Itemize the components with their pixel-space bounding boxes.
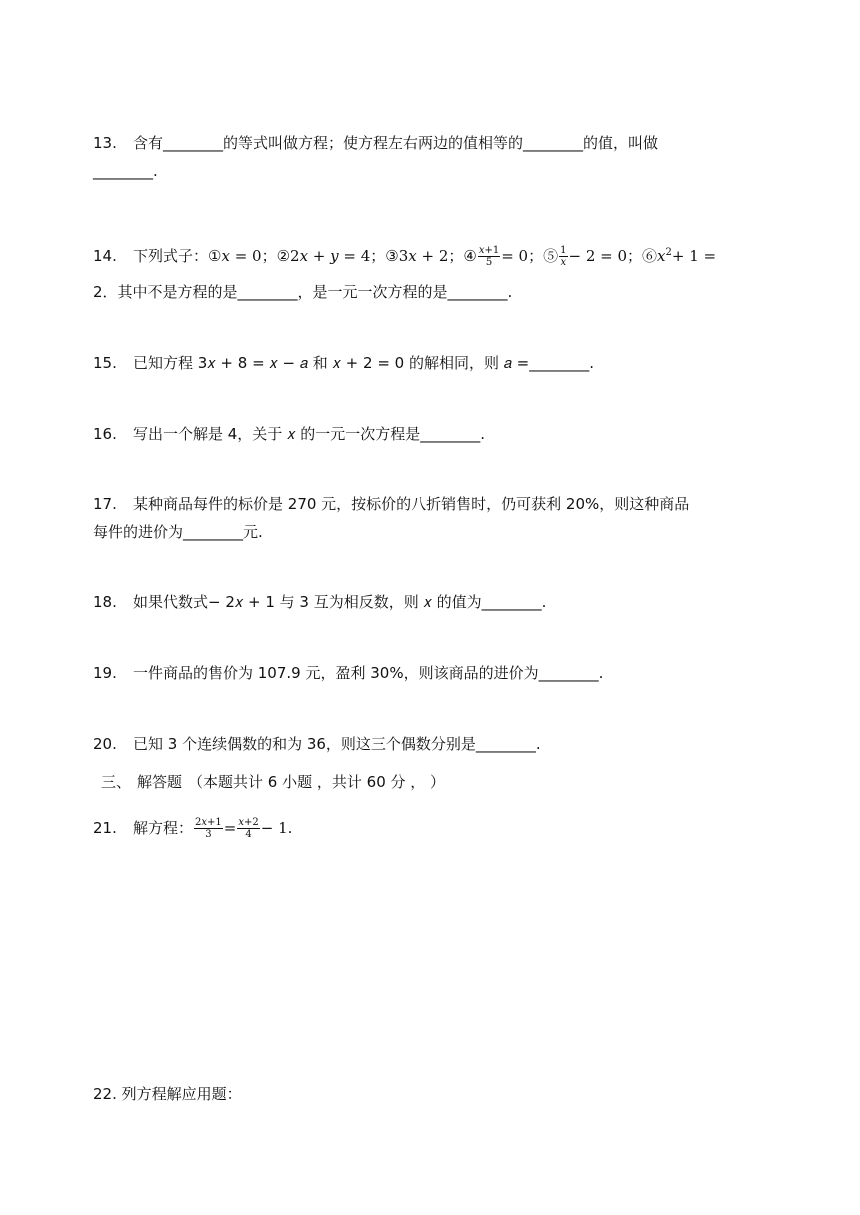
question-number: 21. [93,819,117,837]
section-heading [101,771,451,792]
fraction-denominator: 5 [485,257,493,268]
fraction-left [194,817,223,840]
question-text: 一件商品的售价为 107.9 元，盈利 30%，则该商品的进价为________. [133,664,604,682]
expression-2: ②2𝑥 + 𝑦 = 4； [276,247,386,265]
expression-1: ①𝑥 = 0； [208,247,277,265]
question-22 [93,1084,242,1104]
fraction-denominator: 3 [205,829,212,840]
question-text: 如果代数式− 2𝑥 + 1 与 3 互为相反数，则 𝑥 的值为________. [133,593,547,611]
equals-sign: = [223,819,237,837]
expression-4-suffix: = 0； [501,247,544,265]
question-text: 已知 3 个连续偶数的和为 36，则这三个偶数分别是________. [133,735,541,753]
question-13-continuation [93,161,158,181]
question-intro: 下列式子： [133,247,209,265]
question-16 [93,424,485,444]
fraction-numerator: 1 [560,245,567,256]
question-number: 18. [93,593,117,611]
fraction-numerator: 2𝑥+1 [195,817,222,828]
fraction-denominator: 𝑥 [560,257,567,268]
expression-5-fraction [559,245,567,268]
question-19 [93,663,603,683]
question-number: 20. [93,735,117,753]
question-text: 22. 列方程解应用题： [93,1085,242,1103]
question-13 [93,133,658,153]
question-14 [93,243,716,268]
expression-4-prefix: ④ [463,247,477,265]
question-intro: 解方程： [133,819,194,837]
question-20 [93,734,541,754]
question-14-continuation [93,282,512,302]
question-text: 写出一个解是 4，关于 𝑥 的一元一次方程是________. [133,425,485,443]
question-number: 15. [93,354,117,372]
question-number: 19. [93,664,117,682]
expression-4-fraction [478,245,500,268]
fraction-numerator: 𝑥+1 [478,245,500,256]
question-21 [93,817,292,840]
question-17 [93,494,689,514]
exponent: 2 [665,247,672,258]
section-note: （本题共计 6 小题 ，共计 60 分 ， ） [188,773,446,791]
question-number: 14. [93,247,117,265]
question-text: ________. [93,162,158,180]
question-number: 17. [93,495,117,513]
fraction-denominator: 4 [245,829,252,840]
question-18 [93,592,546,612]
question-text: 每件的进价为________元. [93,523,263,541]
question-text: 含有________的等式叫做方程；使方程左右两边的值相等的________的值，叫做 [133,134,659,152]
fraction-numerator: 𝑥+2 [238,817,259,828]
question-17-continuation [93,522,263,542]
expression-5-prefix: ⑤ [543,247,559,265]
equation-tail: − 1. [260,819,293,837]
question-text: 2．其中不是方程的是________，是一元一次方程的是________. [93,283,513,301]
question-15 [93,353,594,373]
section-title: 解答题 [137,773,183,791]
fraction-right [237,817,259,840]
section-numeral: 三、 [101,773,132,791]
question-number: 13. [93,134,117,152]
question-text: 已知方程 3𝑥 + 8 = 𝑥 − 𝑎 和 𝑥 + 2 = 0 的解相同，则 𝑎 =________. [133,354,594,372]
expression-6-suffix: + 1 = [671,247,717,265]
expression-5-suffix: − 2 = 0； [568,247,643,265]
question-text: 某种商品每件的标价是 270 元，按标价的八折销售时，仍可获利 20%，则这种商品 [133,495,690,513]
expression-6-prefix: ⑥𝑥 [642,247,666,265]
question-number: 16. [93,425,117,443]
expression-3: ③3𝑥 + 2； [385,247,464,265]
